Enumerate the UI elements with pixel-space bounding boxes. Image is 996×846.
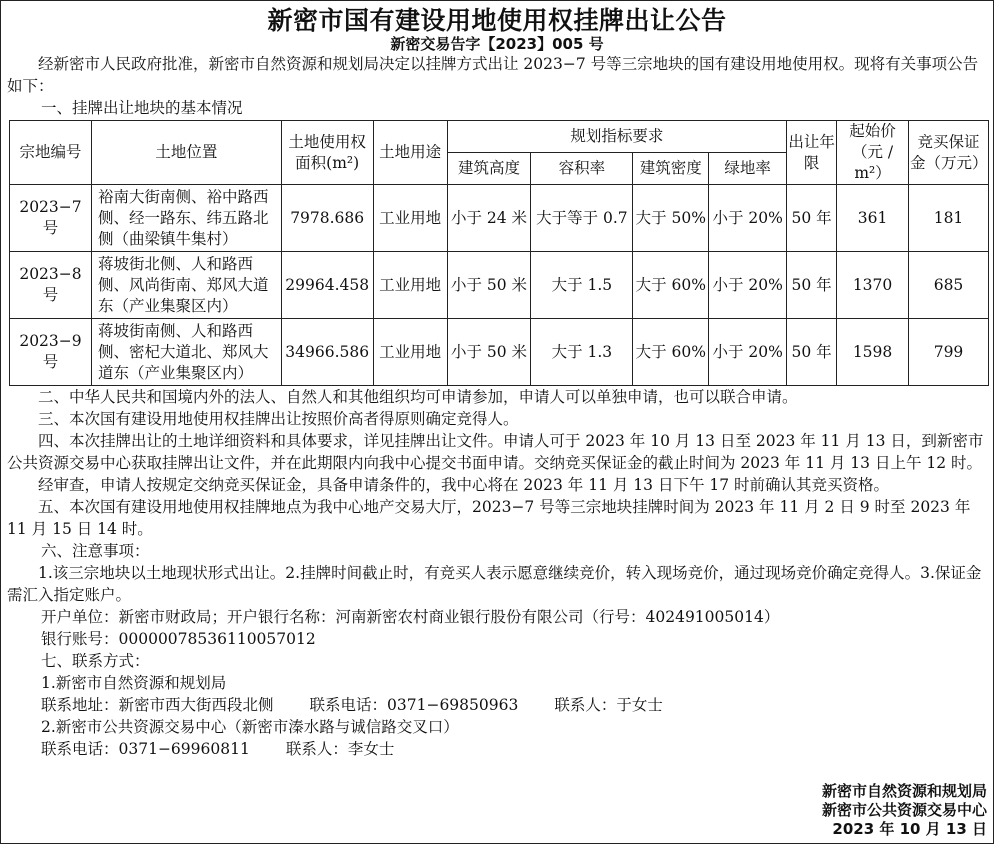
cell-deposit: 799: [909, 319, 989, 386]
cell-lot-no: 2023−8 号: [10, 252, 92, 319]
header-deposit: 竞买保证金（万元）: [909, 121, 989, 185]
section3-paragraph: 三、本次国有建设用地使用权挂牌出让按照价高者得原则确定竞得人。: [38, 410, 519, 428]
table-row: [10, 252, 989, 319]
contact2-details: [1, 738, 993, 760]
cell-deposit: 181: [909, 185, 989, 252]
cell-use: 工业用地: [373, 252, 447, 319]
cell-area: 7978.686: [281, 185, 373, 252]
cell-density: 大于 60%: [633, 252, 709, 319]
section7-heading: 七、联系方式：: [41, 652, 150, 670]
contact1-address: 联系地址：新密市西大街西段北侧: [41, 696, 274, 714]
land-lots-table: [9, 120, 989, 386]
cell-area: 29964.458: [281, 252, 373, 319]
section6-body: 1.该三宗地块以土地现状形式出让。2.挂牌时间截止时，有竞买人表示愿意继续竞价，转入现场竞价，通过现场竞价确定竞得人。3.保证金需汇入指定账户。: [7, 564, 982, 604]
cell-use: 工业用地: [373, 185, 447, 252]
header-location: 土地位置: [91, 121, 281, 185]
cell-start-price: 1370: [837, 252, 909, 319]
cell-term: 50 年: [787, 319, 837, 386]
header-planning: 规划指标要求: [447, 121, 787, 153]
header-density: 建筑密度: [633, 153, 709, 185]
cell-far: 大于 1.3: [531, 319, 633, 386]
cell-lot-no: 2023−9 号: [10, 319, 92, 386]
contact2-person: 联系人：李女士: [285, 740, 395, 758]
cell-use: 工业用地: [373, 319, 447, 386]
issuer-name-2: 新密市公共资源交易中心: [821, 801, 987, 819]
contact2-org: 2.新密市公共资源交易中心（新密市溱水路与诚信路交叉口）: [41, 718, 459, 736]
cell-green: 小于 20%: [709, 319, 787, 386]
cell-location: 蒋坡街南侧、人和路西侧、密杞大道北、郑风大道东（产业集聚区内）: [91, 319, 281, 386]
cell-height: 小于 50 米: [447, 319, 531, 386]
section4b-paragraph: 经审查，申请人按规定交纳竞买保证金，具备申请条件的，我中心将在 2023 年 11 月 13 日下午 17 时前确认其竞买资格。: [38, 476, 890, 494]
bank-account: 银行账号：00000078536110057012: [41, 630, 316, 648]
page-title: 新密市国有建设用地使用权挂牌出让公告: [267, 6, 727, 35]
table-row: [10, 185, 989, 252]
cell-start-price: 361: [837, 185, 909, 252]
document-number: 新密交易告字【2023】005 号: [390, 35, 604, 53]
cell-green: 小于 20%: [709, 252, 787, 319]
cell-green: 小于 20%: [709, 185, 787, 252]
contact1-details: [1, 694, 993, 716]
issue-date: 2023 年 10 月 13 日: [832, 820, 987, 838]
contact1-phone: 联系电话：0371−69850963: [309, 696, 519, 714]
header-area: 土地使用权面积(m²): [281, 121, 373, 185]
header-lot-no: 宗地编号: [10, 121, 92, 185]
section5-paragraph: 五、本次国有建设用地使用权挂牌地点为我中心地产交易大厅，2023−7 号等三宗地块挂牌时间为 2023 年 11 月 2 日 9 时至 2023 年 11 月 15 日 14 时。: [7, 498, 971, 538]
cell-term: 50 年: [787, 185, 837, 252]
cell-area: 34966.586: [281, 319, 373, 386]
header-use: 土地用途: [373, 121, 447, 185]
header-far: 容积率: [531, 153, 633, 185]
section1-heading: 一、挂牌出让地块的基本情况: [41, 99, 243, 117]
header-green: 绿地率: [709, 153, 787, 185]
issuer-name-1: 新密市自然资源和规划局: [821, 782, 987, 800]
cell-height: 小于 50 米: [447, 252, 531, 319]
cell-start-price: 1598: [837, 319, 909, 386]
header-term: 出让年限: [787, 121, 837, 185]
cell-lot-no: 2023−7 号: [10, 185, 92, 252]
cell-density: 大于 50%: [633, 185, 709, 252]
intro-paragraph: 经新密市人民政府批准，新密市自然资源和规划局决定以挂牌方式出让 2023−7 号等三宗地块的国有建设用地使用权。现将有关事项公告如下：: [7, 55, 979, 95]
cell-term: 50 年: [787, 252, 837, 319]
header-start-price: 起始价（元 / m²）: [837, 121, 909, 185]
contact1-org: 1.新密市自然资源和规划局: [41, 674, 227, 692]
section6-heading: 六、注意事项：: [41, 542, 150, 560]
cell-location: 裕南大街南侧、裕中路西侧、经一路东、纬五路北侧（曲梁镇牛集村）: [91, 185, 281, 252]
cell-height: 小于 24 米: [447, 185, 531, 252]
cell-far: 大于 1.5: [531, 252, 633, 319]
table-row: [10, 319, 989, 386]
section4-paragraph: 四、本次挂牌出让的土地详细资料和具体要求，详见挂牌出让文件。申请人可于 2023 年 10 月 13 日至 2023 年 11 月 13 日，到新密市公共资源交易中心获取挂牌出让文件，并在此期限内向我中心提交书面申请。交纳竞买保证金的截止时间为 2023 年 11 月 13 日上午 12 时。: [7, 432, 984, 472]
cell-deposit: 685: [909, 252, 989, 319]
contact1-person: 联系人：于女士: [554, 696, 663, 714]
section2-paragraph: 二、中华人民共和国境内外的法人、自然人和其他组织均可申请参加，申请人可以单独申请，也可以联合申请。: [38, 388, 798, 406]
contact2-phone: 联系电话：0371−69960811: [41, 740, 250, 758]
issuer-block: [822, 782, 987, 839]
header-height: 建筑高度: [447, 153, 531, 185]
cell-location: 蒋坡街北侧、人和路西侧、风尚街南、郑风大道东（产业集聚区内）: [91, 252, 281, 319]
table-header-row: [10, 121, 989, 153]
cell-far: 大于等于 0.7: [531, 185, 633, 252]
cell-density: 大于 60%: [633, 319, 709, 386]
account-line: 开户单位：新密市财政局；开户银行名称：河南新密农村商业银行股份有限公司（行号：402491005014）: [41, 608, 780, 626]
